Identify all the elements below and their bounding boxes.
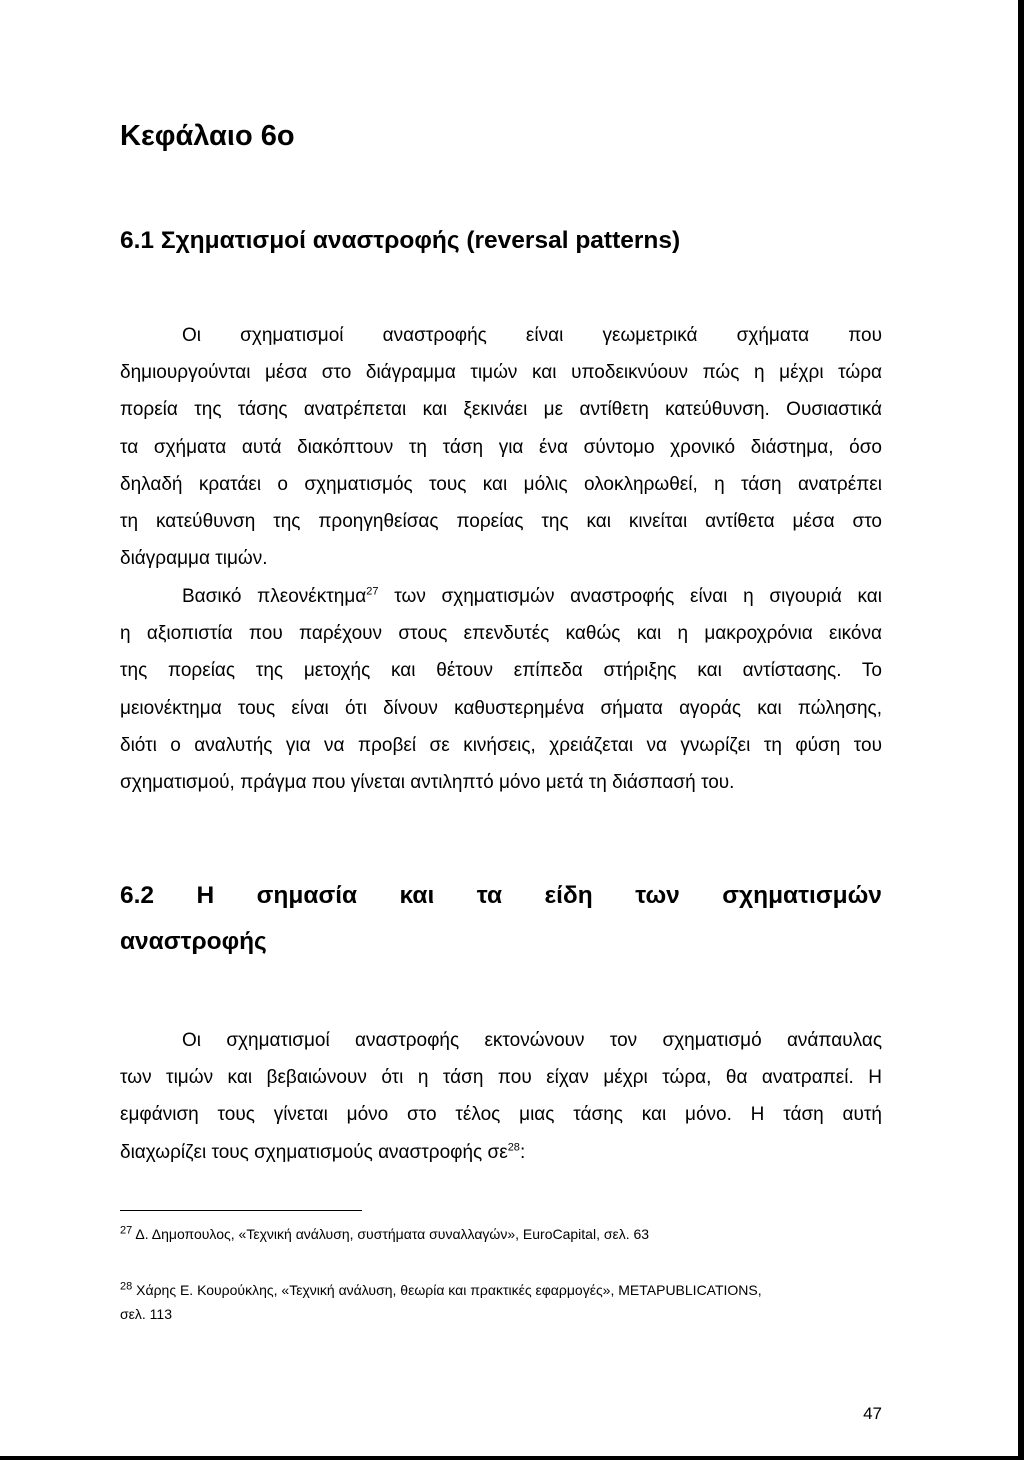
- paragraph-line: διάγραμμα τιμών.: [120, 548, 268, 570]
- page-number: 47: [863, 1404, 882, 1423]
- footnote-continuation: σελ. 113: [120, 1306, 172, 1322]
- section-heading-6-2: [120, 876, 882, 962]
- paragraph-line: μειονέκτημα τους είναι ότι δίνουν καθυστερημένα σήματα αγοράς και πώλησης,: [120, 697, 882, 719]
- footnote-ref-28[interactable]: 28: [507, 1141, 520, 1154]
- section-heading-line-2: αναστροφής: [120, 928, 267, 955]
- heading-word: τα: [476, 882, 503, 909]
- chapter-title: Κεφάλαιο 6ο: [120, 120, 295, 152]
- paragraph-line: δηλαδή κρατάει ο σχηματισμός τους και μόλις ολοκληρωθεί, η τάση ανατρέπει: [120, 473, 882, 495]
- paragraph-line: Οι σχηματισμοί αναστροφής εκτονώνουν τον σχηματισμό ανάπαυλας: [182, 1030, 882, 1051]
- heading-word: σχηματισμών: [722, 882, 882, 909]
- heading-word: είδη: [544, 882, 593, 909]
- paragraph-line: πορεία της τάσης ανατρέπεται και ξεκινάει με αντίθετη κατεύθυνση. Ουσιαστικά: [120, 399, 882, 421]
- footnote-27: [120, 1222, 882, 1246]
- footnote-line: [120, 1278, 882, 1302]
- paragraph-line: Οι σχηματισμοί αναστροφής είναι γεωμετρικά σχήματα που: [182, 325, 882, 346]
- footnote-line: [120, 1222, 882, 1246]
- paragraph-line: δημιουργούνται μέσα στο διάγραμμα τιμών και υποδεικνύουν πώς η μέχρι τώρα: [120, 362, 882, 384]
- scan-edge-right: [1018, 0, 1024, 1460]
- footnote-text: Χάρης Ε. Κουρούκλης, «Τεχνική ανάλυση, θεωρία και πρακτικές εφαρμογές», METAPUBLICATIONS,: [136, 1282, 762, 1298]
- paragraph-reversal-definition: [120, 317, 882, 577]
- section-heading-6-1: 6.1 Σχηματισμοί αναστροφής (reversal patterns): [120, 227, 681, 254]
- paragraph-advantages: [120, 578, 882, 801]
- paragraph-line: η αξιοπιστία που παρέχουν στους επενδυτές καθώς και η μακροχρόνια εικόνα: [120, 623, 882, 645]
- heading-word: Η: [196, 882, 215, 909]
- paragraph-line: [120, 578, 882, 615]
- paragraph-line-start: Βασικό πλεονέκτημα: [182, 586, 367, 607]
- paragraph-reversal-significance: [120, 1022, 882, 1171]
- heading-word: και: [399, 882, 435, 909]
- footnote-number: 27: [120, 1224, 133, 1237]
- heading-word: 6.2: [120, 882, 155, 909]
- heading-word: των: [635, 882, 680, 909]
- footnote-28: [120, 1278, 882, 1326]
- paragraph-line: των τιμών και βεβαιώνουν ότι η τάση που είχαν μέχρι τώρα, θα ανατραπεί. Η: [120, 1067, 882, 1089]
- paragraph-line: [120, 1134, 882, 1171]
- heading-word: σημασία: [256, 882, 358, 909]
- paragraph-line-end: των σχηματισμών αναστροφής είναι η σιγουριά και: [378, 586, 882, 607]
- paragraph-line-text: διαχωρίζει τους σχηματισμούς αναστροφής σε: [120, 1141, 508, 1163]
- paragraph-line: τη κατεύθυνση της προηγηθείσας πορείας της και κινείται αντίθετα μέσα στο: [120, 510, 882, 532]
- section-heading-line: [120, 876, 882, 916]
- paragraph-line: τα σχήματα αυτά διακόπτουν τη τάση για ένα σύντομο χρονικό διάστημα, όσο: [120, 436, 882, 458]
- footnote-ref-27[interactable]: 27: [366, 585, 379, 598]
- footnote-number: 28: [120, 1280, 133, 1293]
- paragraph-line: της πορείας της μετοχής και θέτουν επίπεδα στήριξης και αντίστασης. Το: [120, 660, 882, 682]
- footnote-divider: [120, 1210, 362, 1211]
- footnote-text: Δ. Δημοπουλος, «Τεχνική ανάλυση, συστήματα συναλλαγών», EuroCapital, σελ. 63: [135, 1226, 650, 1242]
- scan-edge-bottom: [0, 1456, 1024, 1460]
- paragraph-line: εμφάνιση τους γίνεται μόνο στο τέλος μιας τάσης και μόνο. Η τάση αυτή: [120, 1104, 882, 1126]
- paragraph-line: διότι ο αναλυτής για να προβεί σε κινήσεις, χρειάζεται να γνωρίζει τη φύση του: [120, 734, 882, 756]
- paragraph-line: σχηματισμού, πράγμα που γίνεται αντιληπτό μόνο μετά τη διάσπασή του.: [120, 771, 735, 793]
- paragraph-line-end: :: [519, 1141, 526, 1163]
